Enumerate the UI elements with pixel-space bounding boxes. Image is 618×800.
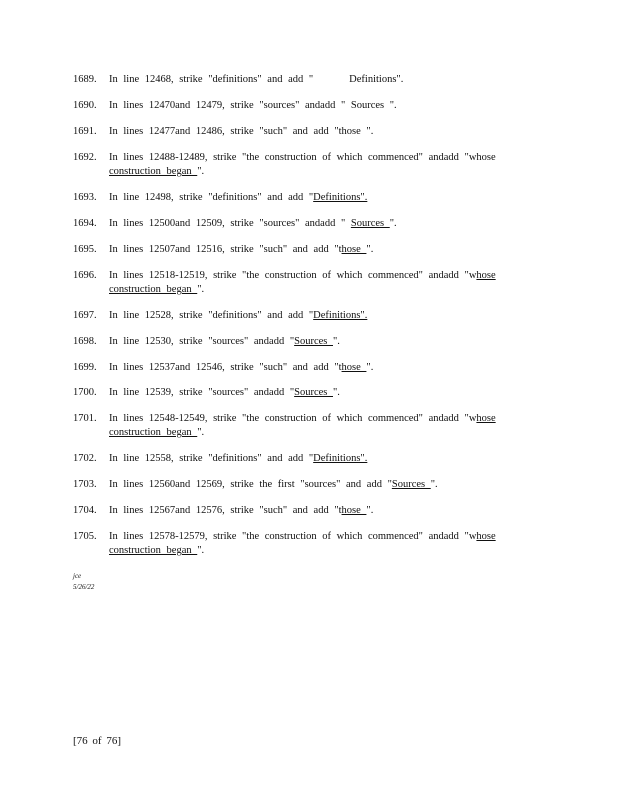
amendment-line xyxy=(109,412,529,426)
amendment-text xyxy=(109,125,529,139)
text-segment: ". xyxy=(430,479,438,490)
amendment-line xyxy=(109,243,529,257)
amendment-line xyxy=(109,530,529,544)
text-segment: ". xyxy=(389,218,397,229)
text-segment: In line 12498, strike "definitions" and add " xyxy=(109,192,314,203)
amendment-number: 1691. xyxy=(73,126,97,137)
text-segment: In line 12468, strike "definitions" and add " xyxy=(109,74,314,85)
amendment-number: 1697. xyxy=(73,310,97,321)
underlined-insertion: hose xyxy=(341,244,367,255)
text-segment: In lines 12537and 12546, strike "such" and add "t xyxy=(109,362,342,373)
text-segment: In line 12530, strike "sources" andadd " xyxy=(109,336,295,347)
underlined-insertion: hose xyxy=(341,505,367,516)
amendment-number: 1690. xyxy=(73,100,97,111)
drafter-initials: jce xyxy=(73,572,82,580)
amendment-number: 1692. xyxy=(73,152,97,163)
underlined-insertion: Definitions". xyxy=(313,192,368,203)
amendment-line xyxy=(109,309,529,323)
text-segment: ". xyxy=(366,505,374,516)
amendment-number: 1699. xyxy=(73,362,97,373)
amendment-text xyxy=(109,386,529,400)
text-segment: In lines 12507and 12516, strike "such" and add "t xyxy=(109,244,342,255)
amendment-text xyxy=(109,99,529,113)
amendment-number: 1694. xyxy=(73,218,97,229)
amendment-number: 1700. xyxy=(73,387,97,398)
amendment-line xyxy=(109,478,529,492)
amendment-line xyxy=(109,269,529,283)
text-segment: In line 12539, strike "sources" andadd " xyxy=(109,387,295,398)
underlined-insertion: Sources xyxy=(391,479,431,490)
amendment-text xyxy=(109,309,529,323)
text-segment: In lines 12560and 12569, strike the first "sources" and add " xyxy=(109,479,392,490)
text-segment: In lines 12488-12489, strike "the construction of which commenced" andadd "whose xyxy=(109,152,496,163)
amendment-line xyxy=(109,125,529,139)
text-segment: ". xyxy=(333,387,340,398)
amendment-text xyxy=(109,151,529,179)
amendment-number: 1703. xyxy=(73,479,97,490)
amendment-line xyxy=(109,165,529,179)
text-segment: ". xyxy=(366,244,374,255)
text-segment: In lines 12477and 12486, strike "such" and add "those ". xyxy=(109,126,374,137)
underlined-insertion: Definitions". xyxy=(313,453,368,464)
amendment-number: 1693. xyxy=(73,192,97,203)
amendment-number: 1701. xyxy=(73,413,97,424)
text-segment: In line 12528, strike "definitions" and add " xyxy=(109,310,314,321)
text-segment: In lines 12548-12549, strike "the construction of which commenced" andadd "w xyxy=(109,413,477,424)
amendment-line xyxy=(109,335,529,349)
amendment-line xyxy=(109,386,529,400)
amendment-text xyxy=(109,412,529,440)
text-segment: ". xyxy=(333,336,340,347)
underlined-insertion: construction began xyxy=(109,427,198,438)
text-segment: In lines 12500and 12509, strike "sources" andadd " xyxy=(109,218,351,229)
amendment-text xyxy=(109,243,529,257)
amendment-number: 1704. xyxy=(73,505,97,516)
text-segment: ". xyxy=(197,166,205,177)
underlined-insertion: hose xyxy=(476,531,496,542)
amendment-text xyxy=(109,361,529,375)
amendment-text xyxy=(109,452,529,466)
underlined-insertion: construction began xyxy=(109,284,198,295)
amendment-line xyxy=(109,99,529,113)
text-segment: In lines 12518-12519, strike "the construction of which commenced" andadd "w xyxy=(109,270,477,281)
underlined-insertion: construction began xyxy=(109,166,198,177)
amendment-text xyxy=(109,504,529,518)
page-number: [76 of 76] xyxy=(73,735,121,747)
amendment-number: 1698. xyxy=(73,336,97,347)
text-segment: In lines 12578-12579, strike "the construction of which commenced" andadd "w xyxy=(109,531,477,542)
underlined-insertion: hose xyxy=(476,270,496,281)
amendment-number: 1696. xyxy=(73,270,97,281)
amendment-number: 1689. xyxy=(73,74,97,85)
amendment-line xyxy=(109,504,529,518)
amendment-line xyxy=(109,73,529,87)
amendment-number: 1705. xyxy=(73,531,97,542)
text-segment: ". xyxy=(197,545,205,556)
amendment-line xyxy=(109,283,529,297)
amendment-text xyxy=(109,478,529,492)
underlined-insertion: Definitions". xyxy=(313,310,368,321)
amendment-text xyxy=(109,191,529,205)
text-segment: In lines 12470and 12479, strike "sources" andadd " Sources ". xyxy=(109,100,397,111)
amendment-text xyxy=(109,217,529,231)
underlined-insertion: Sources xyxy=(294,387,333,398)
amendment-line xyxy=(109,361,529,375)
amendment-text xyxy=(109,530,529,558)
text-segment: Definitions". xyxy=(349,74,404,85)
underlined-insertion: Sources xyxy=(350,218,390,229)
underlined-insertion: Sources xyxy=(294,336,333,347)
text-segment: ". xyxy=(197,427,205,438)
underlined-insertion: hose xyxy=(476,413,496,424)
amendment-line xyxy=(109,544,529,558)
amendment-line xyxy=(109,151,529,165)
amendment-number: 1702. xyxy=(73,453,97,464)
amendment-text xyxy=(109,269,529,297)
amendment-text xyxy=(109,73,529,87)
underlined-insertion: hose xyxy=(341,362,367,373)
draft-date: 5/26/22 xyxy=(73,583,95,591)
amendment-line xyxy=(109,426,529,440)
text-segment: ". xyxy=(366,362,374,373)
underlined-insertion: construction began xyxy=(109,545,198,556)
amendment-line xyxy=(109,191,529,205)
text-segment: ". xyxy=(197,284,205,295)
amendment-text xyxy=(109,335,529,349)
amendment-line xyxy=(109,452,529,466)
text-segment: In line 12558, strike "definitions" and add " xyxy=(109,453,314,464)
amendment-number: 1695. xyxy=(73,244,97,255)
amendment-line xyxy=(109,217,529,231)
text-segment: In lines 12567and 12576, strike "such" and add "t xyxy=(109,505,342,516)
